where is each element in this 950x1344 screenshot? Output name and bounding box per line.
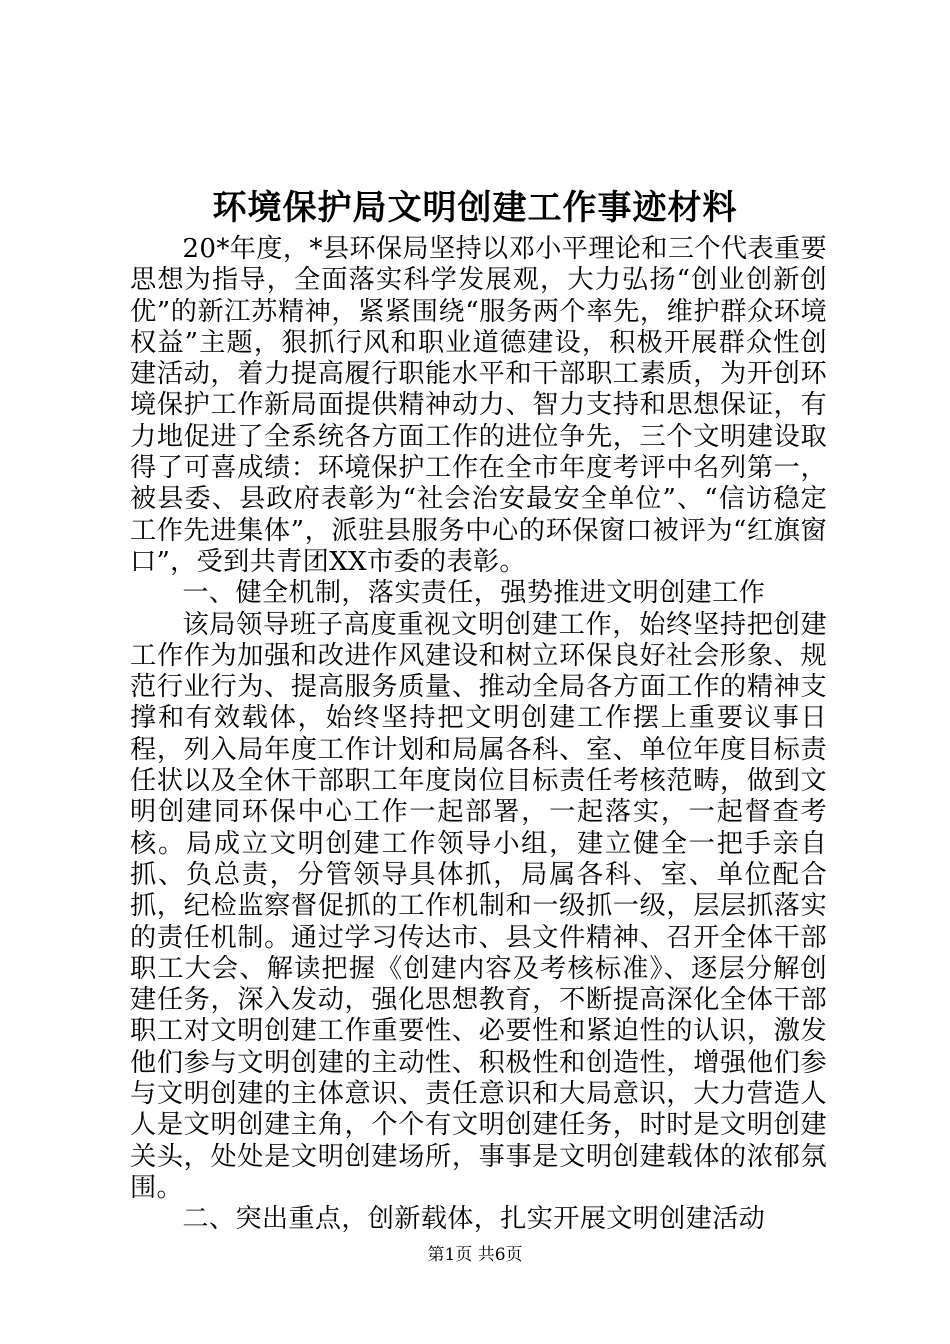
section-heading-1: 一、健全机制，落实责任，强势推进文明创建工作	[182, 578, 766, 609]
section-heading-2: 二、突出重点，创新载体，扎实开展文明创建活动	[182, 1204, 766, 1235]
section-1-paragraph: 该局领导班子高度重视文明创建工作，始终坚持把创建工作作为加强和改进作风建设和树立环保良好社会形象、规范行业行为、提高服务质量、推动全局各方面工作的精神支撑和有效载体，始终坚持把文明创建工作摆上重要议事日程，列入局年度工作计划和局属各科、室、单位年度目标责任状以及全休干部职工年度岗位目标责任考核范畴，做到文明创建同环保中心工作一起部署，一起落实，一起督查考核。局成立文明创建工作领导小组，建立健全一把手亲自抓、负总责，分管领导具体抓，局属各科、室、单位配合抓，纪检监察督促抓的工作机制和一级抓一级，层层抓落实的责任机制。通过学习传达市、县文件精神、召开全体干部职工大会、解读把握《创建内容及考核标准》、逐层分解创建任务，深入发动，强化思想教育，不断提高深化全体干部职工对文明创建工作重要性、必要性和紧迫性的认识，激发他们参与文明创建的主动性、积极性和创造性，增强他们参与文明创建的主体意识、责任意识和大局意识，大力营造人人是文明创建主角，个个有文明创建任务，时时是文明创建关头，处处是文明创建场所，事事是文明创建载体的浓郁氛围。	[130, 609, 827, 1203]
page-number-footer: 第1页 共6页	[427, 1245, 523, 1265]
document-title: 环境保护局文明创建工作事迹材料	[212, 188, 738, 228]
document-body	[130, 234, 827, 1236]
intro-paragraph: 20*年度，*县环保局坚持以邓小平理论和三个代表重要思想为指导，全面落实科学发展观，大力弘扬“创业创新创优”的新江苏精神，紧紧围绕“服务两个率先，维护群众环境权益”主题，狠抓行风和职业道德建设，积极开展群众性创建活动，着力提高履行职能水平和干部职工素质，为开创环境保护工作新局面提供精神动力、智力支持和思想保证，有力地促进了全系统各方面工作的进位争先，三个文明建设取得了可喜成绩：环境保护工作在全市年度考评中名列第一，被县委、县政府表彰为“社会治安最安全单位”、“信访稳定工作先进集体”，派驻县服务中心的环保窗口被评为“红旗窗口”，受到共青团XX市委的表彰。	[130, 234, 827, 577]
